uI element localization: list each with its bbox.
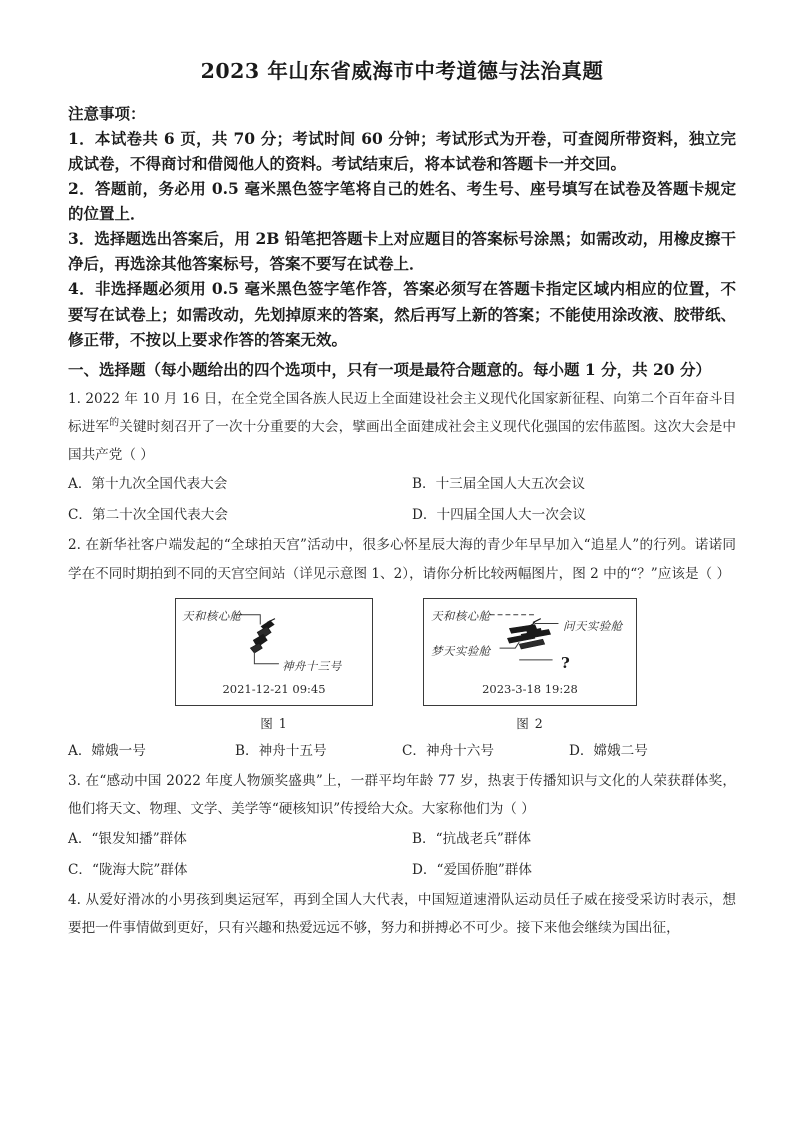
question-3 [68,767,736,886]
question-1 [68,385,736,532]
question-3-option-a[interactable]: A．“银发知播”群体 [68,830,187,847]
question-1-options [68,469,736,531]
question-1-stem-part2: 关键时刻召开了一次十分重要的大会，擘画出全面建成社会主义现代化强国的宏伟蓝图。这次大会是中国共产党（ ） [68,418,737,464]
notice-item-2: 2．答题前，务必用 0.5 毫米黑色签字笔将自己的姓名、考生号、座号填写在试卷及答题卡规定的位置上． [68,178,736,224]
question-3-option-b[interactable]: B．“抗战老兵”群体 [412,830,532,847]
question-2-option-c[interactable]: C．神舟十六号 [402,742,494,759]
question-3-stem: 3. 在“感动中国 2022 年度人物颁奖盛典”上，一群平均年龄 77 岁，热衷于传播知识与文化的人荣获群体奖，他们将天文、物理、文学、美学等“硬核知识”传授给大众。大家称他们为（ ） [68,773,736,818]
figure-2-label-core-module: 天和核心舱 [431,608,491,623]
question-2-figures [68,598,736,732]
question-1-stem [68,385,736,470]
question-1-stem-superscript: 的 [109,417,120,429]
notice-item-1: 1．本试卷共 6 页，共 70 分；考试时间 60 分钟；考试形式为开卷，可查阅所带资料，独立完成试卷，不得商讨和借阅他人的资料。考试结束后，将本试卷和答题卡一并交回。 [68,128,736,173]
page-content [68,58,736,942]
page-title: 2023 年山东省威海市中考道德与法治真题 [200,59,604,83]
figure-1-caption: 图 1 [260,715,288,731]
question-1-stem-part1: 1. 2022 年 10 月 16 日，在全党全国各族人民迈上全面建设社会主义现代化国家新征程、向第二个百年奋斗目标进军 [68,390,736,435]
question-2-option-d[interactable]: D．嫦娥二号 [569,742,648,759]
figure-1-label-core-module: 天和核心舱 [182,608,242,623]
figure-1-timestamp: 2021-12-21 09:45 [222,681,326,696]
question-1-option-a[interactable]: A．第十九次全国代表大会 [68,476,228,493]
question-1-option-c[interactable]: C．第二十次全国代表大会 [68,507,228,524]
question-2-option-a[interactable]: A．嫦娥一号 [68,742,146,759]
question-3-option-c[interactable]: C．“陇海大院”群体 [68,861,188,878]
figure-1-box [175,598,373,706]
figure-1-label-shenzhou: 神舟十三号 [282,658,342,673]
question-4-stem: 4. 从爱好滑冰的小男孩到奥运冠军，再到全国人大代表，中国短道速滑队运动员任子威在接受采访时表示，想要把一件事情做到更好，只有兴趣和热爱远远不够，努力和拼搏必不可少。接下来他会继续为国出征， [68,891,736,936]
figure-2 [423,598,637,732]
notice-item-4: 4．非选择题必须用 0.5 毫米黑色签字笔作答，答案必须写在答题卡指定区域内相应的位置，不要写在试卷上；如需改动，先划掉原来的答案，然后再写上新的答案；不能使用涂改液、胶带纸、修正带，不按以上要求作答的答案无效。 [68,279,736,349]
figure-2-caption: 图 2 [516,715,544,731]
question-2-stem: 2. 在新华社客户端发起的“全球拍天宫”活动中，很多心怀星辰大海的青少年早早加入“追星人”的行列。诺诺同学在不同时期拍到不同的天宫空间站（详见示意图 1、2），请你分析比较两幅图片，图 2 中的“？”应该是（ ） [68,537,736,582]
section-heading-multiple-choice: 一、选择题（每小题给出的四个选项中，只有一项是最符合题意的。每小题 1 分，共 20 分） [68,359,711,379]
figure-2-label-wentian: 问天实验舱 [563,618,623,633]
figure-2-box [423,598,637,706]
question-3-options [68,824,736,886]
question-2 [68,531,736,767]
question-2-options [68,736,736,767]
question-1-option-b[interactable]: B．十三届全国人大五次会议 [412,476,586,493]
figure-2-unknown-marker: ? [561,653,570,672]
figure-2-timestamp: 2023-3-18 19:28 [482,681,578,696]
question-2-option-b[interactable]: B．神舟十五号 [235,742,327,759]
question-1-option-d[interactable]: D．十四届全国人大一次会议 [412,507,587,524]
notice-section [68,101,736,352]
question-3-option-d[interactable]: D．“爱国侨胞”群体 [412,861,532,878]
figure-2-label-mengtian: 梦天实验舱 [431,643,491,658]
notice-item-3: 3．选择题选出答案后，用 2B 铅笔把答题卡上对应题目的答案标号涂黑；如需改动，用橡皮擦干净后，再选涂其他答案标号，答案不要写在试卷上． [68,229,736,274]
notice-heading: 注意事项： [68,103,146,123]
question-4 [68,886,736,943]
figure-1 [175,598,373,732]
